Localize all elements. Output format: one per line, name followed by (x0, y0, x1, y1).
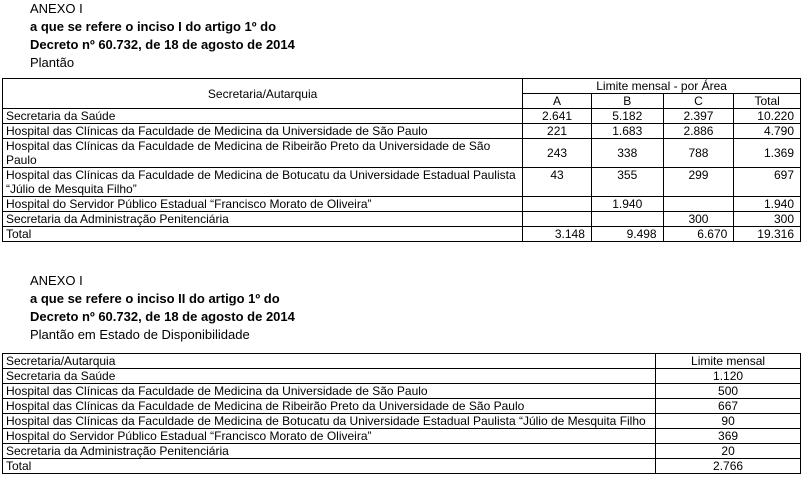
cell-limit: 667 (656, 399, 801, 414)
table-row (3, 197, 801, 212)
table-row (3, 429, 801, 444)
cell-total: 697 (734, 168, 801, 197)
table-row (3, 139, 801, 168)
cell-b: 9.498 (591, 227, 663, 242)
row-name: Secretaria da Administração Penitenciária (3, 444, 656, 459)
row-name: Hospital das Clínicas da Faculdade de Medicina de Ribeirão Preto da Universidade de São Paulo (3, 399, 656, 414)
cell-b: 5.182 (591, 109, 663, 124)
cell-b: 1.940 (591, 197, 663, 212)
row-name-line1: Hospital das Clínicas da Faculdade de Medicina de Botucatu da Universidade Estadual Paulista (6, 168, 516, 182)
cell-c: 299 (663, 168, 734, 197)
table-row (3, 399, 801, 414)
cell-limit: 90 (656, 414, 801, 429)
cell-limit: 20 (656, 444, 801, 459)
cell-a: 243 (523, 139, 592, 168)
cell-total: 19.316 (734, 227, 801, 242)
table-row (3, 168, 801, 197)
cell-limit: 1.120 (656, 369, 801, 384)
table-row (3, 124, 801, 139)
cell-b: 355 (591, 168, 663, 197)
cell-b: 1.683 (591, 124, 663, 139)
table-total-row (3, 459, 801, 474)
col-c-header: C (663, 94, 734, 109)
cell-c: 788 (663, 139, 734, 168)
cell-c (663, 197, 734, 212)
cell-c: 6.670 (663, 227, 734, 242)
annex2-table (2, 353, 801, 474)
cell-total: 300 (734, 212, 801, 227)
cell-limit: 500 (656, 384, 801, 399)
annex2-decree: Decreto nº 60.732, de 18 de agosto de 2014 (30, 309, 295, 324)
row-name: Hospital das Clínicas da Faculdade de Medicina da Universidade de São Paulo (3, 384, 656, 399)
col-entity-header: Secretaria/Autarquia (3, 354, 656, 369)
annex1-decree: Decreto nº 60.732, de 18 de agosto de 2014 (30, 37, 295, 52)
row-name: Total (3, 459, 656, 474)
cell-c: 300 (663, 212, 734, 227)
row-name: Secretaria da Administração Penitenciária (3, 212, 523, 227)
row-name: Hospital das Clínicas da Faculdade de Medicina de Botucatu da Universidade Estadual Paulista “Júlio de Mesquita Filho (3, 414, 656, 429)
cell-c: 2.886 (663, 124, 734, 139)
col-limit-group-header: Limite mensal - por Área (523, 79, 801, 94)
annex1-title: ANEXO I (30, 1, 83, 16)
row-name: Hospital das Clínicas da Faculdade de Medicina da Universidade de São Paulo (3, 124, 523, 139)
table-header-row (3, 354, 801, 369)
table-header-row (3, 79, 801, 94)
cell-a: 43 (523, 168, 592, 197)
cell-a: 2.641 (523, 109, 592, 124)
cell-total: 4.790 (734, 124, 801, 139)
row-name (3, 168, 523, 197)
row-name-line2: “Júlio de Mesquita Filho” (6, 182, 137, 196)
row-name: Secretaria da Saúde (3, 109, 523, 124)
table-row (3, 212, 801, 227)
table-row (3, 414, 801, 429)
annex1-table (2, 78, 801, 242)
table-row (3, 109, 801, 124)
annex2-reference: a que se refere o inciso II do artigo 1º do (30, 291, 280, 306)
col-b-header: B (591, 94, 663, 109)
cell-limit: 2.766 (656, 459, 801, 474)
cell-c: 2.397 (663, 109, 734, 124)
row-name: Hospital do Servidor Público Estadual “Francisco Morato de Oliveira” (3, 197, 523, 212)
annex2-title: ANEXO I (30, 273, 83, 288)
table-row (3, 369, 801, 384)
cell-b (591, 212, 663, 227)
cell-a (523, 212, 592, 227)
cell-limit: 369 (656, 429, 801, 444)
annex1-heading (30, 0, 295, 72)
table-row (3, 384, 801, 399)
cell-a: 3.148 (523, 227, 592, 242)
col-total-header: Total (734, 94, 801, 109)
cell-a (523, 197, 592, 212)
cell-total: 1.369 (734, 139, 801, 168)
table-total-row (3, 227, 801, 242)
annex2-heading (30, 272, 295, 344)
table-row (3, 444, 801, 459)
annex1-subtitle: Plantão (30, 55, 75, 70)
annex2-subtitle: Plantão em Estado de Disponibilidade (30, 327, 250, 342)
col-a-header: A (523, 94, 592, 109)
cell-b: 338 (591, 139, 663, 168)
cell-total: 1.940 (734, 197, 801, 212)
row-name: Secretaria da Saúde (3, 369, 656, 384)
cell-a: 221 (523, 124, 592, 139)
col-entity-header: Secretaria/Autarquia (3, 79, 523, 109)
annex1-reference: a que se refere o inciso I do artigo 1º do (30, 19, 277, 34)
cell-total: 10.220 (734, 109, 801, 124)
row-name: Hospital das Clínicas da Faculdade de Medicina de Ribeirão Preto da Universidade de São Paulo (3, 139, 523, 168)
col-limit-header: Limite mensal (656, 354, 801, 369)
row-name: Hospital do Servidor Público Estadual “Francisco Morato de Oliveira” (3, 429, 656, 444)
row-name: Total (3, 227, 523, 242)
